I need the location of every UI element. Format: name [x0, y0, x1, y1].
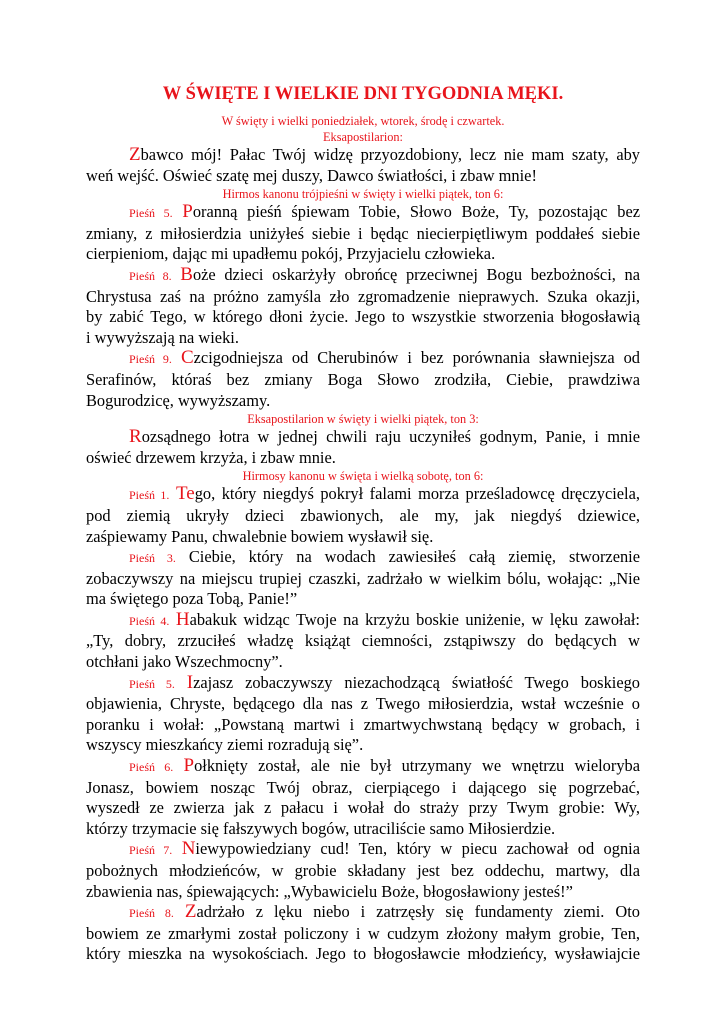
text-line: [86, 448, 640, 469]
line-text: bowiem ze zmarłymi został policzony i w cudzym złożony małym grobie, Ten,: [86, 923, 640, 943]
hymn-paragraph: [86, 673, 640, 756]
line-text: Serafinów, któraś bez zmiany Boga Słowo zrodziła, Ciebie, prawdziwa: [86, 369, 640, 389]
text-line: [86, 307, 640, 328]
text-line: [86, 506, 640, 527]
text-line: [86, 348, 640, 370]
text-line: [86, 694, 640, 715]
line-text: oświeć drzewem krzyża, i zbaw mnie.: [86, 447, 336, 467]
line-text: ozsądnego łotra w jednej chwili raju uczyniłeś godnym, Panie, i mnie: [141, 427, 640, 447]
text-line: [86, 902, 640, 924]
line-text: którzy trzymacie się fałszywych bogów, utraciliście samo Miłosierdzie.: [86, 818, 556, 838]
line-text: go, który niegdyś pokrył falami morza prześladowcę dręczyciela,: [194, 484, 640, 504]
text-line: [86, 427, 640, 448]
hymn-paragraph: [86, 547, 640, 610]
line-text: poranku i wołał: „Powstaną martwi i zmartwychwstaną będący w grobach, i: [86, 714, 640, 734]
line-text: adrżało z lęku niebo i zatrzęsły się fundamenty ziemi. Oto: [196, 902, 640, 922]
initial-letter: Z: [129, 144, 141, 165]
line-text: ma świętego poza Tobą, Panie!”: [86, 589, 298, 609]
text-line: [86, 756, 640, 778]
hymn-paragraph: [86, 265, 640, 348]
line-text: abakuk widząc Twoje na krzyżu boskie uniżenie, w lęku zawołał:: [189, 609, 640, 629]
line-text: oranną pieśń śpiewam Tobie, Słowo Boże, Ty, pozostając bez: [192, 202, 640, 222]
line-text: by zabić Tego, w którego dłoni życie. Jego to wszystkie stworzenia błogosławią: [86, 307, 640, 327]
text-line: [86, 265, 640, 287]
ode-label: Pieśń 9.: [129, 352, 172, 367]
line-text: wyszedł ze zwierza jak z pałacu i wołał do straży przy Twym grobie: Wy,: [86, 798, 640, 818]
text-line: [86, 798, 640, 819]
ode-label: Pieśń 5.: [129, 206, 173, 221]
text-line: [86, 527, 640, 548]
ode-label: Pieśń 8.: [129, 906, 174, 921]
initial-letter: H: [175, 608, 190, 630]
text-line: [86, 924, 640, 945]
rubric-heading: Hirmosy kanonu w święta i wielką sobotę, ton 6:: [242, 469, 484, 484]
text-line: [86, 589, 640, 610]
text-line: [86, 569, 640, 590]
line-text: weń wejść. Oświeć szatę mej duszy, Dawco światłości, i zbaw mnie!: [86, 165, 537, 185]
line-text: zbawienia nas, śpiewających: „Wybawicielu Boże, błogosławiony jesteś!”: [86, 881, 573, 901]
document-body: [86, 113, 640, 965]
initial-letter: R: [129, 426, 142, 448]
text-line: [86, 202, 640, 224]
line-text: zmiany, z miłosierdzia uniżyłeś siebie i będąc niecierpiętliwym poddałeś siebie: [86, 223, 640, 243]
initial-letter: B: [180, 263, 193, 285]
text-line: [86, 715, 640, 736]
text-line: [86, 610, 640, 632]
hymn-paragraph: [86, 348, 640, 411]
line-text: zobaczywszy na miejscu trupiej czaszki, zadrżało w wielkim bólu, wołając: „Nie: [86, 568, 640, 588]
line-text: otchłani jako Wszechmocny”.: [86, 652, 283, 672]
ode-label: Pieśń 3.: [129, 551, 176, 566]
ode-label: Pieśń 4.: [129, 613, 170, 628]
line-text: oże dzieci oskarżyły obrońcę przeciwnej Bogu bezbożności, na: [192, 264, 640, 284]
ode-label: Pieśń 6.: [129, 760, 174, 775]
text-line: [86, 735, 640, 756]
hymn-paragraph: [86, 839, 640, 902]
line-text: objawienia, Chryste, będącego dla nas z Twego miłosierdzia, wstał wcześnie o: [86, 694, 640, 714]
line-text: zcigodniejsza od Cherubinów i bez porównania sławniejsza od: [193, 348, 641, 368]
text-line: [86, 778, 640, 799]
rubric-heading: Eksapostilarion w święty i wielki piątek, ton 3:: [247, 412, 479, 427]
initial-letter: Te: [175, 483, 195, 505]
ode-label: Pieśń 7.: [129, 843, 173, 858]
line-text: wszyscy mieszkańcy ziemi rozradują się”.: [86, 735, 364, 755]
hymn-paragraph: [86, 484, 640, 547]
text-line: [86, 145, 640, 166]
ode-label: Pieśń 1.: [129, 488, 170, 503]
text-line: [86, 391, 640, 412]
hymn-paragraph: [86, 202, 640, 265]
initial-letter: P: [182, 201, 193, 223]
line-text: Chrystusa zaś na próżno zamyśla zło zgromadzenie nieprawych. Szuka okazji,: [86, 286, 640, 306]
line-text: ołknięty został, ale nie był utrzymany we wnętrzu wieloryba: [194, 756, 640, 776]
hymn-paragraph: [86, 145, 640, 186]
text-line: [86, 287, 640, 308]
line-text: zajasz zobaczywszy niezachodzącą światłość Twego boskiego: [193, 672, 640, 692]
line-text: i wywyższają na wieki.: [86, 327, 239, 347]
text-line: [86, 370, 640, 391]
initial-letter: C: [180, 347, 194, 369]
text-line: [86, 944, 640, 965]
line-text: Bogurodzicę, wywyższamy.: [86, 390, 271, 410]
document-page: [86, 84, 640, 965]
initial-letter: I: [186, 671, 194, 693]
ode-label: Pieśń 5.: [129, 676, 175, 691]
line-text: „Ty, dobry, zrzuciłeś władzę książąt ciemności, zstąpiwszy do będących w: [86, 631, 640, 651]
rubric-heading: Hirmos kanonu trójpieśni w święty i wielki piątek, ton 6:: [222, 187, 504, 202]
text-line: [86, 861, 640, 882]
text-line: [86, 673, 640, 695]
text-line: [86, 631, 640, 652]
text-line: [86, 882, 640, 903]
hymn-paragraph: [86, 902, 640, 965]
line-text: iewypowiedziany cud! Ten, który w piecu zachował od ognia: [195, 839, 640, 859]
text-line: [86, 839, 640, 861]
rubric-heading: Eksapostilarion:: [323, 130, 403, 144]
hymn-paragraph: [86, 756, 640, 839]
text-line: [86, 652, 640, 673]
page-title: W ŚWIĘTE I WIELKIE DNI TYGODNIA MĘKI.: [162, 84, 564, 104]
line-text: pod ziemią ukryły dzieci zbawionych, ale my, jak niegdyś dziewice,: [86, 505, 640, 525]
initial-letter: P: [183, 755, 195, 777]
ode-label: Pieśń 8.: [129, 268, 172, 283]
initial-letter: Z: [184, 901, 197, 923]
text-line: [86, 244, 640, 265]
line-text: Ciebie, który na wodach zawiesiłeś całą ziemię, stworzenie: [188, 547, 640, 567]
line-text: pobożnych młodzieńców, w grobie składany jest bez oddechu, martwy, dla: [86, 861, 640, 880]
hymn-paragraph: [86, 427, 640, 468]
line-text: zaśpiewamy Panu, chwalebnie bowiem wysławił się.: [86, 526, 434, 546]
text-line: [86, 484, 640, 506]
text-line: [86, 224, 640, 245]
initial-letter: N: [181, 838, 196, 860]
text-line: [86, 328, 640, 349]
text-line: [86, 166, 640, 187]
line-text: który mieszka na wysokościach. Jego to błogosławcie młodzieńcy, wysławiajcie: [86, 944, 640, 964]
text-line: [86, 547, 640, 569]
line-text: bawco mój! Pałac Twój widzę przyozdobiony, lecz nie mam szaty, aby: [140, 145, 640, 164]
rubric-heading: W święty i wielki poniedziałek, wtorek, środę i czwartek.: [221, 114, 505, 128]
line-text: cierpieniom, dając mi upadłemu pokój, Przyjacielu człowieka.: [86, 244, 496, 264]
hymn-paragraph: [86, 610, 640, 673]
line-text: Jonasz, bowiem nosząc Twój obraz, cierpiącego i dającego się pogrzebać,: [86, 777, 640, 797]
text-line: [86, 819, 640, 840]
